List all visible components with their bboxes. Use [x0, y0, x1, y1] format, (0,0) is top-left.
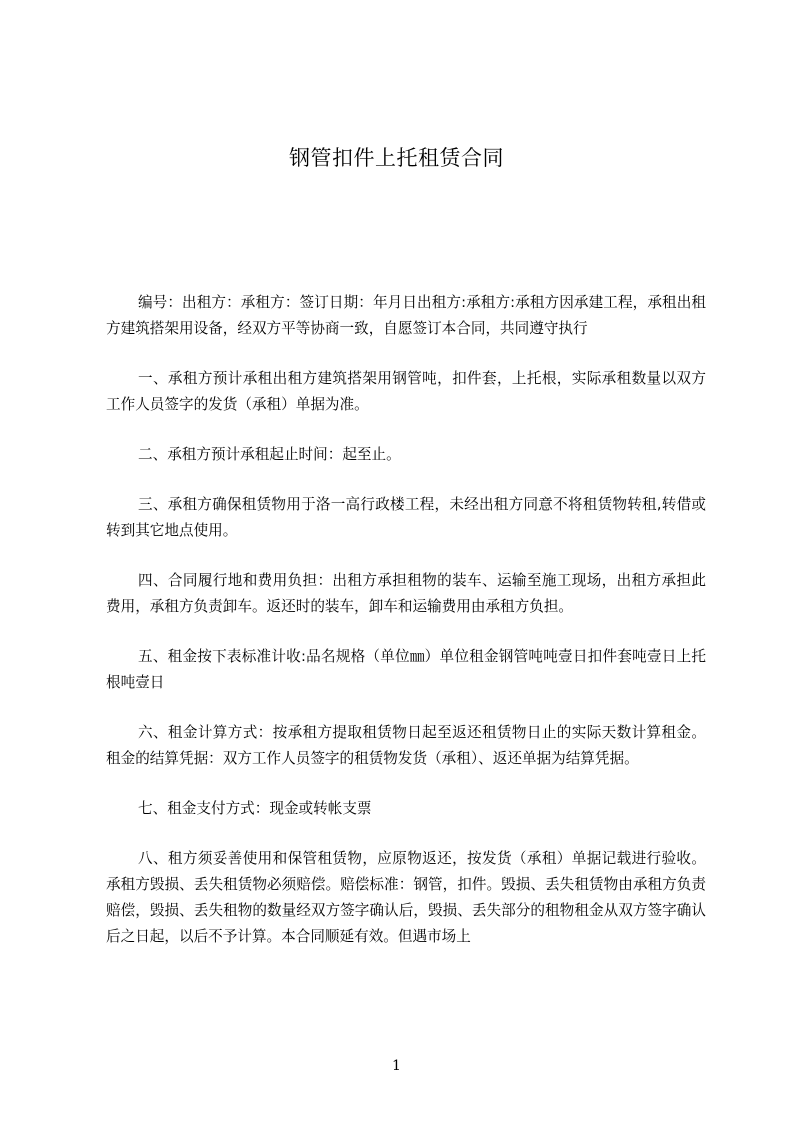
document-body [106, 290, 706, 974]
paragraph-clause-6: 六、租金计算方式：按承租方提取租赁物日起至返还租赁物日止的实际天数计算租金。租金的结算凭据：双方工作人员签字的租赁物发货（承租）、返还单据为结算凭据。 [106, 724, 706, 767]
document-title: 钢管扣件上托租赁合同 [289, 146, 504, 170]
paragraph-clause-5: 五、租金按下表标准计收:品名规格（单位㎜）单位租金钢管吨吨壹日扣件套吨壹日上托根吨壹日 [106, 648, 706, 691]
paragraph-clause-8: 八、租方须妥善使用和保管租赁物，应原物返还，按发货（承租）单据记载进行验收。承租方毁损、丢失租赁物必须赔偿。赔偿标准：钢管，扣件。毁损、丢失租赁物由承租方负责赔偿，毁损、丢失租物的数量经双方签字确认后，毁损、丢失部分的租物租金从双方签字确认后之日起，以后不予计算。本合同顺延有效。但遇市场上 [106, 850, 706, 945]
paragraph-clause-7: 七、租金支付方式：现金或转帐支票 [138, 800, 372, 817]
page-number: 1 [392, 1058, 401, 1074]
paragraph-preamble: 编号：出租方：承租方：签订日期：年月日出租方:承租方:承租方因承建工程，承租出租方建筑搭架用设备，经双方平等协商一致，自愿签订本合同，共同遵守执行 [106, 294, 706, 337]
paragraph-clause-3: 三、承租方确保租赁物用于洛一高行政楼工程，未经出租方同意不将租赁物转租,转借或转到其它地点使用。 [106, 496, 706, 539]
paragraph-clause-2: 二、承租方预计承租起止时间：起至止。 [138, 446, 401, 463]
paragraph-clause-1: 一、承租方预计承租出租方建筑搭架用钢管吨，扣件套，上托根，实际承租数量以双方工作人员签字的发货（承租）单据为准。 [106, 370, 706, 413]
paragraph-clause-4: 四、合同履行地和费用负担：出租方承担租物的装车、运输至施工现场，出租方承担此费用，承租方负责卸车。返还时的装车，卸车和运输费用由承租方负担。 [106, 572, 706, 615]
